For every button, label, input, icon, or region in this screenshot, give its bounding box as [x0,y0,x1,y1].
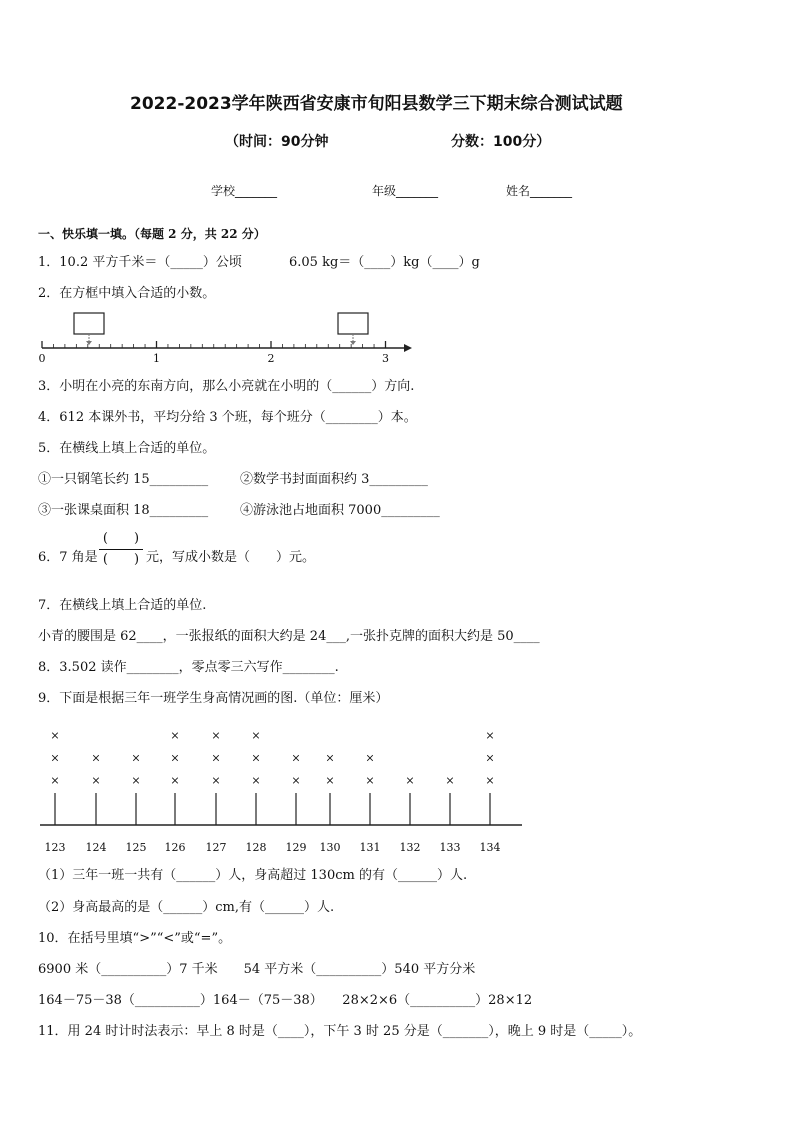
number-line-label: 2 [267,352,275,365]
chart-label-123: 123 [44,841,66,854]
exam-score: 分数：100分） [451,134,551,150]
cross-mark-128: × [251,774,261,787]
chart-label-132: 132 [399,841,421,854]
question-5: 5．在横线上填上合适的单位。 [38,441,216,456]
cross-mark-134: × [485,751,495,765]
question-5-4: ④游泳池占地面积 7000_________ [240,503,440,518]
chart-label-126: 126 [164,841,186,854]
cross-mark-123: × [50,729,60,742]
question-6-prefix: 6．7 角是 [38,550,98,565]
cross-mark-130: × [325,751,335,765]
question-7: 7．在横线上填上合适的单位. [38,598,207,613]
cross-mark-126: × [170,729,180,742]
cross-mark-128: × [251,751,261,765]
answer-box-1[interactable] [74,313,104,334]
cross-mark-123: × [50,774,60,787]
cross-mark-132: × [405,774,415,787]
question-8: 8．3.502 读作________，零点零三六写作________. [38,660,339,675]
number-line-label: 3 [382,352,389,365]
number-line-label: 1 [153,352,160,365]
page-title: 2022-2023学年陕西省安康市旬阳县数学三下期末综合测试试题 [130,94,623,114]
question-2: 2．在方框中填入合适的小数。 [38,286,216,301]
number-line-label: 0 [38,352,46,365]
fraction-blank[interactable]: ( ) ( ) [99,531,143,568]
question-5-3: ③一张课桌面积 18_________ [38,503,209,518]
chart-label-133: 133 [439,841,461,854]
cross-mark-129: × [291,774,301,787]
chart-label-134: 134 [479,841,501,854]
cross-mark-128: × [251,729,261,742]
question-5-2: ②数学书封面面积约 3_________ [240,472,428,487]
question-10-2: 164－75－38（__________）164－（75－38） 28×2×6（__________）28×12 [38,993,533,1008]
question-1a: 1．10.2 平方千米＝（_____）公顷 [38,255,242,270]
cross-mark-124: × [91,774,101,787]
section-heading: 一、快乐填一填。（每题 2 分，共 22 分） [38,227,266,241]
question-10: 10．在括号里填“>”“<”或“=”。 [38,931,232,946]
chart-label-125: 125 [125,841,147,854]
question-3: 3．小明在小亮的东南方向，那么小亮就在小明的（______）方向. [38,379,415,394]
chart-label-130: 130 [319,841,341,854]
height-cross-chart [38,722,528,858]
chart-label-127: 127 [205,841,227,854]
chart-label-124: 124 [85,841,107,854]
question-4: 4．612 本课外书，平均分给 3 个班，每个班分（________）本。 [38,410,417,425]
name-field: 姓名_______ [506,184,573,198]
cross-mark-130: × [325,774,335,787]
cross-mark-125: × [131,774,141,787]
cross-mark-126: × [170,751,180,765]
question-9: 9．下面是根据三年一班学生身高情况画的图.（单位：厘米） [38,691,389,706]
cross-mark-127: × [211,774,221,787]
cross-mark-123: × [50,751,60,765]
cross-mark-129: × [291,751,301,765]
question-10-1: 6900 米（__________）7 千米 54 平方米（__________）540 平方分米 [38,962,476,977]
chart-label-128: 128 [245,841,267,854]
question-1b: 6.05 kg＝（____）kg（____）g [289,255,480,270]
cross-mark-134: × [485,729,495,742]
question-6-suffix: 元，写成小数是（ ）元。 [146,550,316,565]
question-9-1: （1）三年一班一共有（______）人，身高超过 130cm 的有（______）人. [38,868,468,883]
cross-mark-131: × [365,751,375,765]
question-11: 11．用 24 时计时法表示：早上 8 时是（____），下午 3 时 25 分是（_______），晚上 9 时是（_____）。 [38,1024,642,1039]
question-9-2: （2）身高最高的是（______）cm,有（______）人. [38,900,335,915]
cross-mark-124: × [91,751,101,765]
school-field: 学校_______ [211,184,278,198]
exam-time: （时间：90分钟 [225,134,329,150]
cross-mark-133: × [445,774,455,787]
cross-mark-134: × [485,774,495,787]
question-5-1: ①一只钢笔长约 15_________ [38,472,209,487]
cross-mark-131: × [365,774,375,787]
cross-mark-127: × [211,729,221,742]
grade-field: 年级_______ [372,184,439,198]
number-line [34,308,414,366]
chart-label-131: 131 [359,841,381,854]
question-7-body: 小青的腰围是 62____，一张报纸的面积大约是 24___,一张扑克牌的面积大约是 50____ [38,629,540,644]
cross-mark-125: × [131,751,141,765]
cross-mark-127: × [211,751,221,765]
chart-label-129: 129 [285,841,307,854]
answer-box-2[interactable] [338,313,368,334]
cross-mark-126: × [170,774,180,787]
